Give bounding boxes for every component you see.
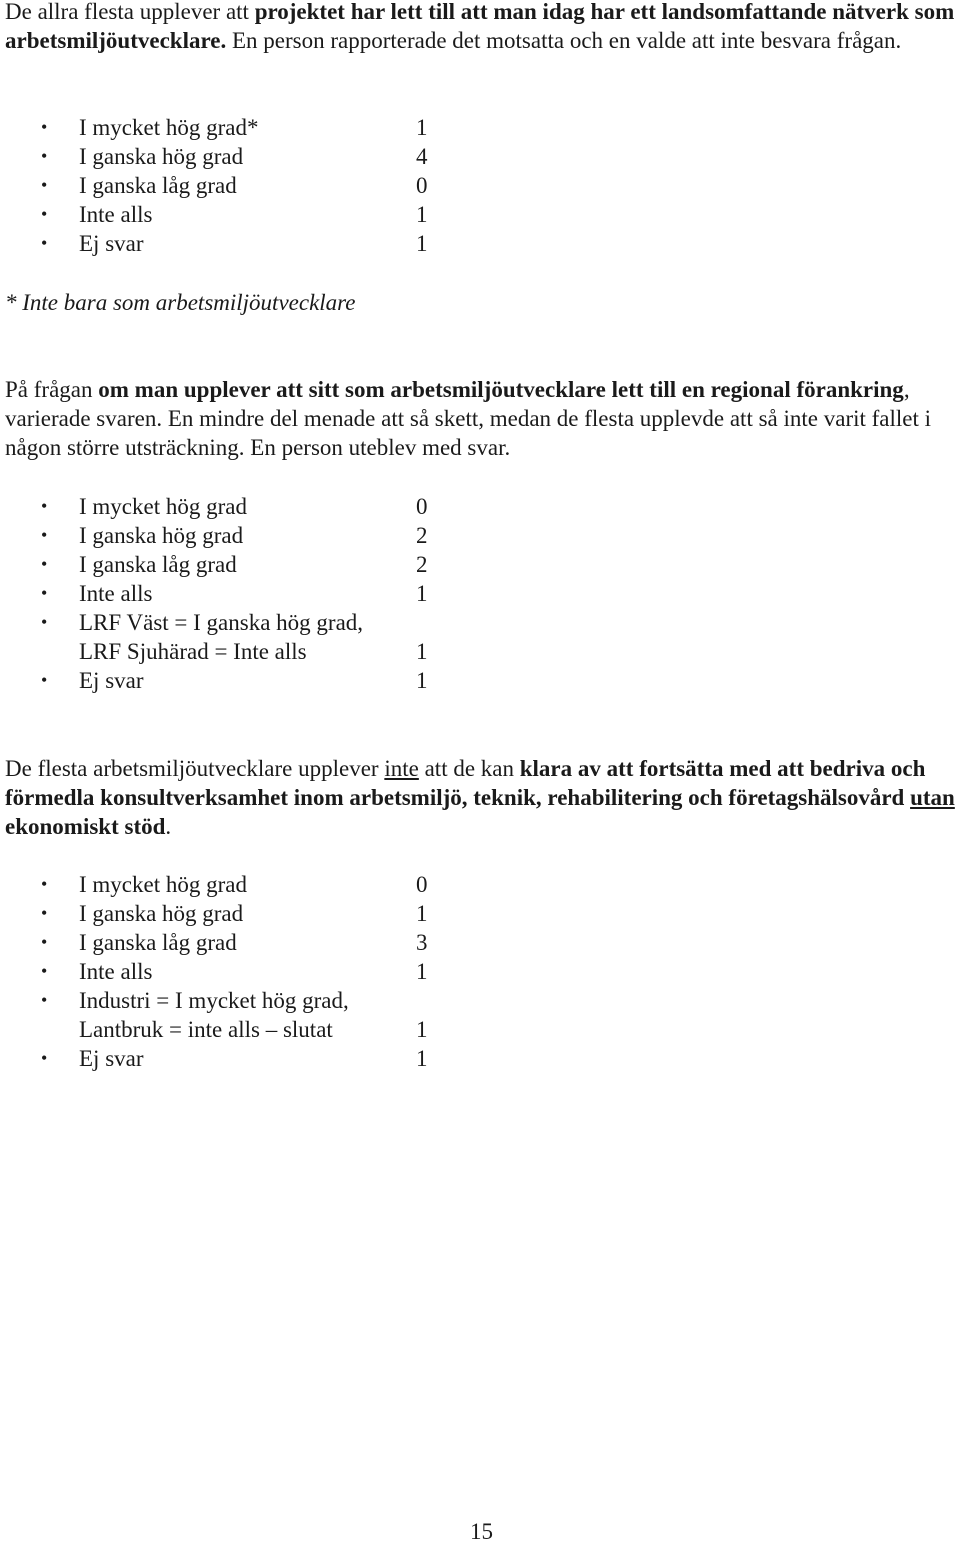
paragraph-regional-lead: På frågan	[5, 377, 99, 402]
list-item-label: I mycket hög grad	[79, 872, 247, 897]
list-item-label: Ej svar	[79, 231, 144, 256]
list-item-label: I ganska låg grad	[79, 173, 237, 198]
bullet-icon: •	[41, 990, 48, 1010]
paragraph-consulting-bold1: klara av att fortsätta med att bedriva och förmedla konsultverksamhet inom arbetsmiljö, teknik, rehabilitering och företagshälsovård	[5, 756, 926, 810]
list-item-count: 0	[416, 872, 428, 897]
list-item-label: Ej svar	[79, 1046, 144, 1071]
list-item-label: Ej svar	[79, 668, 144, 693]
list-item-count: 1	[416, 1017, 428, 1042]
bullet-icon: •	[41, 175, 48, 195]
list-item-label: I ganska låg grad	[79, 552, 237, 577]
list-item-label: Industri = I mycket hög grad,	[79, 988, 349, 1013]
bullet-icon: •	[41, 554, 48, 574]
bullet-icon: •	[41, 117, 48, 137]
list-item-count: 1	[416, 231, 428, 256]
list-item-label-line2: Lantbruk = inte alls – slutat	[79, 1017, 333, 1042]
bullet-icon: •	[41, 525, 48, 545]
paragraph-network-bold: projektet har lett till att man idag har ett landsomfattande nätverk som arbetsmiljöutvecklare.	[5, 0, 955, 53]
bullet-icon: •	[41, 874, 48, 894]
paragraph-network-lead: De allra flesta upplever att	[5, 0, 255, 24]
list-item-count: 2	[416, 523, 428, 548]
list-item-label-line2: LRF Sjuhärad = Inte alls	[79, 639, 307, 664]
list-item-label: LRF Väst = I ganska hög grad,	[79, 610, 364, 635]
list-item-label: I mycket hög grad	[79, 494, 247, 519]
list-item-count: 1	[416, 115, 428, 140]
paragraph-network-tail: En person rapporterade det motsatta och en valde att inte besvara frågan.	[226, 28, 902, 53]
paragraph-consulting	[5, 754, 960, 841]
list-item-count: 4	[416, 144, 428, 169]
bullet-icon: •	[41, 670, 48, 690]
bullet-icon: •	[41, 1048, 48, 1068]
list-item-label: Inte alls	[79, 581, 153, 606]
list-item-count: 1	[416, 639, 428, 664]
bullet-icon: •	[41, 961, 48, 981]
list-item-count: 3	[416, 930, 428, 955]
list-item-count: 2	[416, 552, 428, 577]
paragraph-regional-tail: , varierade svaren. En mindre del menade att så skett, medan de flesta upplevde att så inte varit fallet i någon större utsträckning. En person uteblev med svar.	[5, 377, 932, 460]
paragraph-regional	[5, 375, 960, 462]
paragraph-consulting-part1: De flesta arbetsmiljöutvecklare upplever	[5, 756, 385, 781]
paragraph-consulting-bold2: ekonomiskt stöd	[5, 814, 166, 839]
list-item-count: 0	[416, 494, 428, 519]
list-item-count: 1	[416, 901, 428, 926]
paragraph-network	[5, 0, 960, 55]
paragraph-consulting-underline: inte	[384, 756, 419, 781]
page-number: 15	[470, 1519, 493, 1544]
bullet-icon: •	[41, 146, 48, 166]
paragraph-regional-bold: om man upplever att sitt som arbetsmiljöutvecklare lett till en regional förankring	[98, 377, 904, 402]
list-item-count: 1	[416, 202, 428, 227]
list-item-label: I mycket hög grad*	[79, 115, 259, 140]
bullet-icon: •	[41, 903, 48, 923]
list-item-count: 1	[416, 1046, 428, 1071]
bullet-icon: •	[41, 583, 48, 603]
paragraph-consulting-bold-underline: utan	[910, 785, 955, 810]
bullet-icon: •	[41, 612, 48, 632]
paragraph-consulting-end: .	[165, 814, 172, 839]
list-item-label: I ganska hög grad	[79, 144, 244, 169]
bullet-icon: •	[41, 204, 48, 224]
list-item-label: I ganska låg grad	[79, 930, 237, 955]
list-item-count: 1	[416, 581, 428, 606]
list-item-count: 0	[416, 173, 428, 198]
list-item-label: Inte alls	[79, 959, 153, 984]
list-item-count: 1	[416, 668, 428, 693]
paragraph-consulting-part2: att de kan	[418, 756, 520, 781]
bullet-icon: •	[41, 932, 48, 952]
list-item-label: I ganska hög grad	[79, 901, 244, 926]
footnote: * Inte bara som arbetsmiljöutvecklare	[5, 290, 356, 315]
bullet-icon: •	[41, 496, 48, 516]
list-item-count: 1	[416, 959, 428, 984]
bullet-icon: •	[41, 233, 48, 253]
list-item-label: Inte alls	[79, 202, 153, 227]
list-item-label: I ganska hög grad	[79, 523, 244, 548]
